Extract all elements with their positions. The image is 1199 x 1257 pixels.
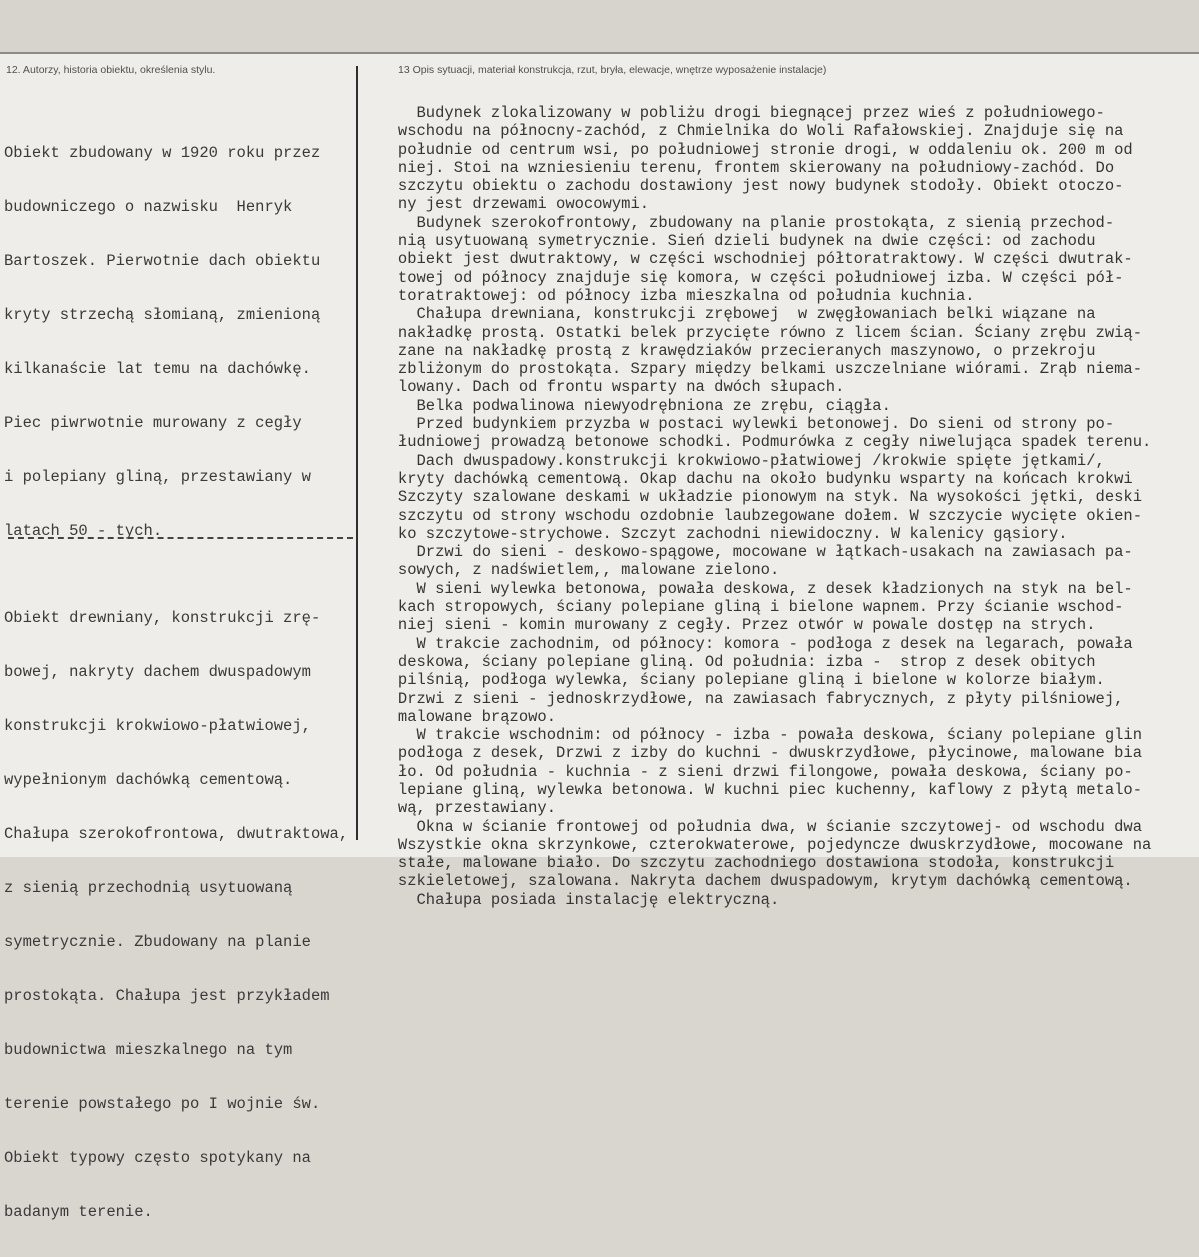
text-line: lowany. Dach od frontu wsparty na dwóch słupach. bbox=[370, 378, 845, 397]
text-line: łudniowej prowadzą betonowe schodki. Podmurówka z cegły niwelująca spadek terenu. bbox=[370, 433, 1152, 452]
text-line: kryty dachówką cementową. Okap dachu na około budynku wsparty na końcach krokwi bbox=[370, 469, 1133, 488]
text-line: malowane brązowo. bbox=[370, 707, 557, 726]
section-12-header: 12. Autorzy, historia obiektu, określenia stylu. bbox=[6, 64, 216, 76]
text-line: sowych, z nadświetlem,, malowane zielono. bbox=[370, 561, 780, 580]
text-line: deskowa, ściany polepiane gliną. Od południa: izba - strop z desek obitych bbox=[370, 652, 1096, 671]
top-rule bbox=[0, 52, 1199, 54]
text-line: Bartoszek. Pierwotnie dach obiektu bbox=[4, 252, 321, 270]
text-line: Obiekt typowy często spotykany na bbox=[4, 1149, 311, 1167]
text-line: i polepiany gliną, przestawiany w bbox=[4, 468, 311, 486]
text-line: ny jest drzewami owocowymi. bbox=[370, 195, 650, 214]
text-line: zane na nakładkę prostą z krawędziaków przecieranych maszynowo, o przekroju bbox=[370, 341, 1096, 360]
text-line: W trakcie zachodnim, od północy: komora - podłoga z desek na legarach, powała bbox=[370, 634, 1133, 653]
text-line: podłoga z desek, Drzwi z izby do kuchni - dwuskrzydłowe, płycinowe, malowane bia bbox=[370, 744, 1143, 763]
text-line: W sieni wylewka betonowa, powała deskowa, z desek kładzionych na styk na bel- bbox=[370, 579, 1133, 598]
text-line: nakładkę prostą. Ostatki belek przycięte równo z licem ścian. Ściany zrębu zwią- bbox=[370, 323, 1143, 342]
text-line: ko szczytowe-strychowe. Szczyt zachodni niewidoczny. W kalenicy gąsiory. bbox=[370, 524, 1068, 543]
text-line: stałe, malowane biało. Do szczytu zachodniego dostawiona stodoła, konstrukcji bbox=[370, 854, 1115, 873]
text-line: kryty strzechą słomianą, zmienioną bbox=[4, 306, 321, 324]
text-line: towej od północy znajduje się komora, w części południowej izba. W części pół- bbox=[370, 268, 1124, 287]
text-line: Przed budynkiem przyzba w postaci wylewki betonowej. Do sieni od strony po- bbox=[370, 415, 1115, 434]
text-line: W trakcie wschodnim: od północy - izba - powała deskowa, ściany polepiane glin bbox=[370, 726, 1143, 745]
description-text bbox=[370, 104, 1195, 909]
text-line: kach stropowych, ściany polepiane gliną i bielone wapnem. Przy ścianie wschod- bbox=[370, 598, 1124, 617]
text-line: niej. Stoi na wzniesieniu terenu, frontem skierowany na południowy-zachód. Do bbox=[370, 158, 1115, 177]
text-line: wschodu na północny-zachód, z Chmielnika do Woli Rafałowskiej. Znajduje się na bbox=[370, 122, 1124, 141]
dashed-separator bbox=[8, 537, 353, 539]
text-line: pilśnią, podłoga wylewka, ściany polepiane gliną i bielone w kolorze białym. bbox=[370, 671, 1105, 690]
text-line: Chałupa szerokofrontowa, dwutraktowa, bbox=[4, 825, 349, 843]
text-line: Drzwi z sieni - jednoskrzydłowe, na zawiasach fabrycznych, z płyty pilśniowej, bbox=[370, 689, 1124, 708]
text-line: Drzwi do sieni - deskowo-spągowe, mocowane w łątkach-usakach na zawiasach pa- bbox=[370, 543, 1133, 562]
text-line: terenie powstałego po I wojnie św. bbox=[4, 1095, 321, 1113]
text-line: kilkanaście lat temu na dachówkę. bbox=[4, 360, 311, 378]
text-line: ło. Od południa - kuchnia - z sieni drzwi filongowe, powała deskowa, ściany po- bbox=[370, 762, 1133, 781]
text-line: budowniczego o nazwisku Henryk bbox=[4, 198, 293, 216]
text-line: Wszystkie okna skrzynkowe, czterokwaterowe, pojedyncze dwuskrzydłowe, mocowane na bbox=[370, 835, 1152, 854]
top-margin bbox=[0, 0, 1199, 52]
authors-history-text bbox=[4, 108, 320, 576]
text-line: Obiekt drewniany, konstrukcji zrę- bbox=[4, 609, 321, 627]
text-line: Budynek zlokalizowany w pobliżu drogi biegnącej przez wieś z południowego- bbox=[370, 104, 1105, 122]
text-line: latach 50 - tych. bbox=[4, 522, 163, 540]
text-line: konstrukcji krokwiowo-płatwiowej, bbox=[4, 717, 311, 735]
text-line: Szczyty szalowane deskami w układzie pionowym na styk. Na wysokości jętki, deski bbox=[370, 488, 1143, 507]
text-line: budownictwa mieszkalnego na tym bbox=[4, 1041, 293, 1059]
text-line: szczytu od strony wschodu ozdobnie laubzegowane dołem. W szczycie wycięte okien- bbox=[370, 506, 1143, 525]
text-line: południe od centrum wsi, po południowej stronie drogi, w oddaleniu ok. 200 m od bbox=[370, 140, 1133, 159]
text-line: prostokąta. Chałupa jest przykładem bbox=[4, 987, 330, 1005]
text-line: bowej, nakryty dachem dwuspadowym bbox=[4, 663, 311, 681]
text-line: niej sieni - komin murowany z cegły. Przez otwór w powale dostęp na strych. bbox=[370, 616, 1096, 635]
text-line: szczytu obiektu o zachodu dostawiony jest nowy budynek stodoły. Obiekt otoczo- bbox=[370, 177, 1124, 196]
text-line: Okna w ścianie frontowej od południa dwa, w ścianie szczytowej- od wschodu dwa bbox=[370, 817, 1143, 836]
text-line: nią usytuowaną symetrycznie. Sień dzieli budynek na dwie części: od zachodu bbox=[370, 232, 1096, 251]
text-line: badanym terenie. bbox=[4, 1203, 153, 1221]
text-line: Belka podwalinowa niewyodrębniona ze zrębu, ciągła. bbox=[370, 396, 891, 415]
text-line: Piec piwrwotnie murowany z cegły bbox=[4, 414, 302, 432]
text-line: zbliżonym do prostokąta. Szpary między belkami uszczelniane wiórami. Zrąb niema- bbox=[370, 360, 1143, 379]
text-line: Chałupa drewniana, konstrukcji zrębowej w zwęgłowaniach belki wiązane na bbox=[370, 305, 1096, 324]
text-line: obiekt jest dwutraktowy, w części wschodniej półtoratraktowy. W części dwutrak- bbox=[370, 250, 1133, 269]
text-line: wypełnionym dachówką cementową. bbox=[4, 771, 293, 789]
style-summary-text bbox=[4, 573, 348, 1257]
column-divider bbox=[356, 66, 358, 840]
text-line: szkieletowej, szalowana. Nakryta dachem dwuspadowym, krytym dachówką cementową. bbox=[370, 872, 1133, 891]
text-line: Obiekt zbudowany w 1920 roku przez bbox=[4, 144, 321, 162]
text-line: z sienią przechodnią usytuowaną bbox=[4, 879, 293, 897]
text-line: toratraktowej: od północy izba mieszkalna od południa kuchnia. bbox=[370, 286, 975, 305]
text-line: wą, przestawiany. bbox=[370, 799, 557, 818]
text-line: Dach dwuspadowy.konstrukcji krokwiowo-płatwiowej /krokwie spięte jętkami/, bbox=[370, 451, 1105, 470]
text-line: lepiane gliną, wylewka betonowa. W kuchni piec kuchenny, kaflowy z płytą metalo- bbox=[370, 780, 1143, 799]
text-line: symetrycznie. Zbudowany na planie bbox=[4, 933, 311, 951]
text-line: Budynek szerokofrontowy, zbudowany na planie prostokąta, z sienią przechod- bbox=[370, 213, 1115, 232]
section-13-header: 13 Opis sytuacji, materiał konstrukcja, rzut, bryła, elewacje, wnętrze wyposażenie instalacje) bbox=[398, 64, 827, 76]
text-line: Chałupa posiada instalację elektryczną. bbox=[370, 890, 780, 909]
